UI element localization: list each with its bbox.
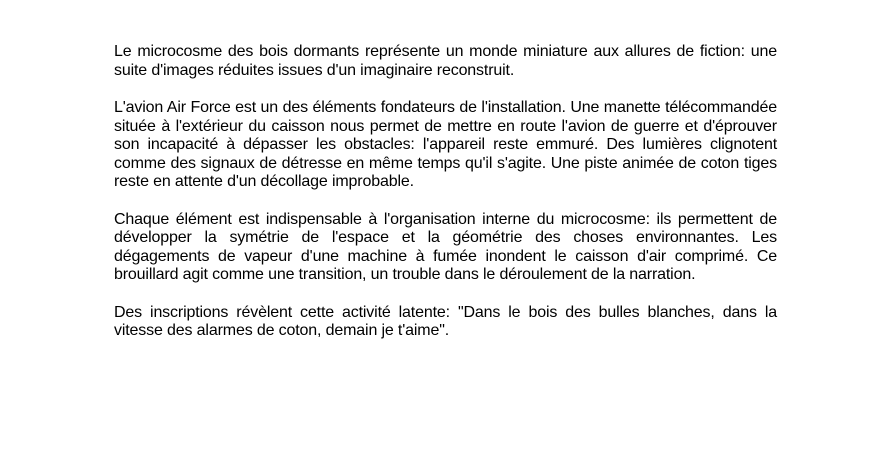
- paragraph-1: Le microcosme des bois dormants représente un monde miniature aux allures de fiction: une suite d'images réduites issues d'un imaginaire reconstruit.: [114, 43, 777, 79]
- paragraph-3: Chaque élément est indispensable à l'organisation interne du microcosme: ils permettent de développer la symétrie de l'espace et la géométrie des choses environnantes. Les dégagements de vapeur d'une machine à fumée inondent le caisson d'air comprimé. Ce brouillard agit comme une transition, un trouble dans le déroulement de la narration.: [114, 210, 777, 283]
- paragraph-2: L'avion Air Force est un des éléments fondateurs de l'installation. Une manette télécommandée située à l'extérieur du caisson nous permet de mettre en route l'avion de guerre et d'éprouver son incapacité à dépasser les obstacles: l'appareil reste emmuré. Des lumières clignotent comme des signaux de détresse en même temps qu'il s'agite. Une piste animée de coton tiges reste en attente d'un décollage improbable.: [114, 99, 777, 190]
- paragraph-4: Des inscriptions révèlent cette activité latente: "Dans le bois des bulles blanches, dans la vitesse des alarmes de coton, demain je t'aime".: [114, 303, 777, 339]
- document-body: [114, 43, 777, 341]
